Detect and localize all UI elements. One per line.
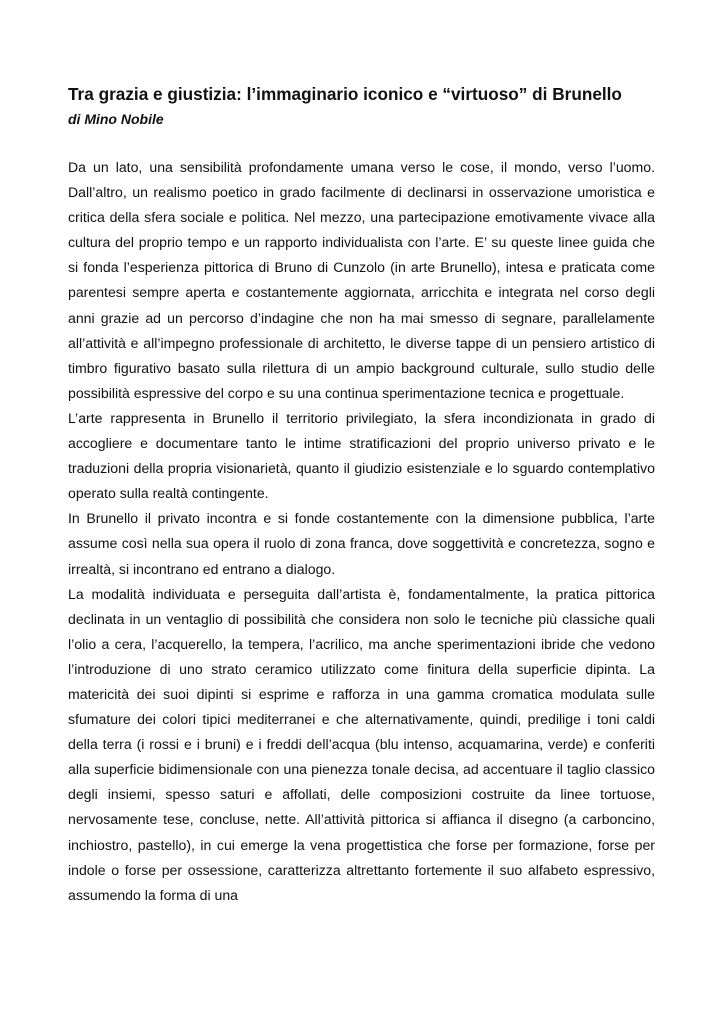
paragraph-4: La modalità individuata e perseguita dall’artista è, fondamentalmente, la pratica pittorica declinata in un ventaglio di possibilità che considera non solo le tecniche più classiche quali l’olio a cera, l’acquerello, la tempera, l’acrilico, ma anche sperimentazioni ibride che vedono l’introduzione di uno strato ceramico utilizzato come finitura della superficie dipinta. La matericità dei suoi dipinti si esprime e rafforza in una gamma cromatica modulata sulle sfumature dei colori tipici mediterranei e che alternativamente, quindi, predilige i toni caldi della terra (i rossi e i bruni) e i freddi dell’acqua (blu intenso, acquamarina, verde) e conferiti alla superficie bidimensionale con una pienezza tonale decisa, ad accentuare il taglio classico degli insiemi, spesso saturi e affollati, delle composizioni costruite da linee tortuose, nervosamente tese, concluse, nette. All’attività pittorica si affianca il disegno (a carboncino, inchiostro, pastello), in cui emerge la vena progettistica che forse per formazione, forse per indole o forse per ossessione, caratterizza altrettanto fortemente il suo alfabeto espressivo, assumendo la forma di una xyxy=(68,585,655,903)
document-page xyxy=(68,83,655,908)
paragraph-2: L’arte rappresenta in Brunello il territorio privilegiato, la sfera incondizionata in grado di accogliere e documentare tanto le intime stratificazioni del proprio universo privato e le traduzioni della propria visionarietà, quanto il giudizio esistenziale e lo sguardo contemplativo operato sulla realtà contingente. xyxy=(68,409,655,502)
document-author: di Mino Nobile xyxy=(68,111,164,127)
document-title: Tra grazia e giustizia: l’immaginario iconico e “virtuoso” di Brunello xyxy=(68,84,622,104)
paragraph-1: Da un lato, una sensibilità profondamente umana verso le cose, il mondo, verso l’uomo. Dall’altro, un realismo poetico in grado facilmente di declinarsi in osservazione umoristica e critica della sfera sociale e politica. Nel mezzo, una partecipazione emotivamente vivace alla cultura del proprio tempo e un rapporto individualista con l’arte. E’ su queste linee guida che si fonda l’esperienza pittorica di Bruno di Cunzolo (in arte Brunello), intesa e praticata come parentesi sempre aperta e costantemente aggiornata, arricchita e integrata nel corso degli anni grazie ad un percorso d’indagine che non ha mai smesso di segnare, parallelamente all’attività e all’impegno professionale di architetto, le diverse tappe di un pensiero artistico di timbro figurativo basato sulla rilettura di un ampio background culturale, sullo studio delle possibilità espressive del corpo e su una continua sperimentazione tecnica e progettuale. xyxy=(68,159,655,401)
document-body xyxy=(68,155,655,908)
paragraph-3: In Brunello il privato incontra e si fonde costantemente con la dimensione pubblica, l’arte assume così nella sua opera il ruolo di zona franca, dove soggettività e concretezza, sogno e irrealtà, si incontrano ed entrano a dialogo. xyxy=(68,510,655,577)
